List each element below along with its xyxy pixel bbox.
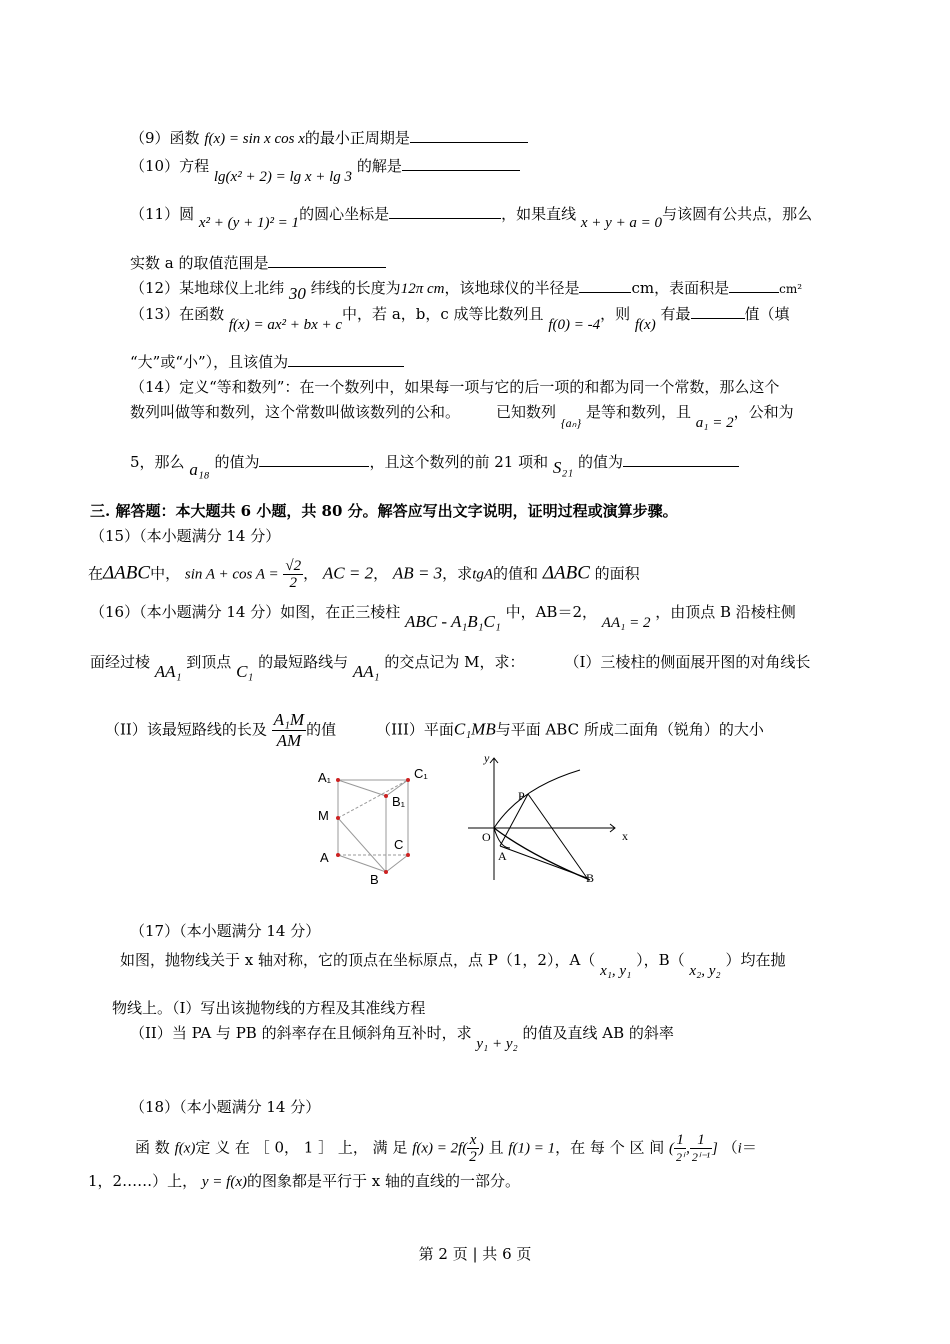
text: 的值及直线 AB 的斜率 [522, 1024, 674, 1042]
text: 的最短路线与 [258, 653, 349, 671]
math-expression: y = f(x) [201, 1174, 247, 1190]
question-14-line3 [130, 451, 739, 479]
text: 某地球仪上北纬 [179, 279, 285, 297]
text: ， [303, 564, 319, 583]
math-expression: ] [712, 1140, 718, 1157]
math-expression: a₁ = 2 [695, 415, 734, 431]
label-x: x [622, 829, 628, 843]
question-14 [130, 376, 779, 398]
math-expression: tgA [472, 566, 494, 583]
label-m: M [318, 808, 329, 823]
question-16-line3 [105, 710, 764, 751]
math-expression: AA₁ [352, 662, 380, 681]
math-expression: ( [669, 1140, 675, 1157]
text: 函 数 [135, 1138, 170, 1157]
math-expression: ) [478, 1140, 484, 1157]
math-expression: ΔABC [542, 562, 590, 584]
text: 的值为 [577, 453, 623, 471]
question-number: （10） [130, 157, 180, 175]
text: （16）（本小题满分 14 分）如图，在正三棱柱 [90, 603, 401, 621]
answer-blank[interactable] [579, 278, 631, 293]
question-number: （12） [130, 279, 180, 297]
fraction-numerator: √2 [285, 558, 302, 574]
math-expression: f(1) = 1 [508, 1140, 556, 1157]
text: “大”或“小”），且该值为 [130, 353, 289, 371]
fraction-numerator: A₁M [273, 710, 305, 729]
text: ， [373, 564, 389, 583]
math-expression: x² + (y + 1)² = 1 [198, 215, 300, 231]
fraction-denominator: AM [276, 731, 302, 750]
text: （III）平面 [376, 720, 454, 739]
math-expression: f(x) = ax² + bx + c [228, 317, 343, 333]
text: ，求 [442, 564, 473, 583]
fraction [272, 710, 306, 751]
point-c [406, 853, 410, 857]
question-number: （14） [130, 378, 180, 396]
text: 在函数 [179, 305, 225, 323]
text: 函数 [169, 129, 200, 147]
text: ，在 每 个 区 间 [555, 1138, 665, 1157]
label-c1: C₁ [414, 766, 428, 781]
page-footer: 第 2 页 | 共 6 页 [418, 1245, 532, 1263]
text: cm² [779, 282, 803, 296]
text: ）均在抛 [725, 951, 786, 969]
math-expression: f(x) [634, 317, 656, 333]
question-17 [120, 949, 786, 979]
point-a [336, 853, 340, 857]
question-15-head: （15）（本小题满分 14 分） [90, 527, 281, 545]
math-expression: C₁MB [453, 719, 496, 739]
math-expression: AA₁ [154, 662, 182, 681]
math-expression: x + y + a = 0 [580, 215, 663, 231]
text: 是等和数列，且 [585, 403, 691, 421]
math-expression: f(x) = 2f( [412, 1140, 468, 1157]
fraction [467, 1132, 479, 1165]
segment-ab [500, 846, 587, 878]
text: 到顶点 [186, 653, 232, 671]
math-expression: {aₙ} [560, 416, 582, 430]
math-expression: AA₁ = 2 [601, 615, 651, 631]
text: 的值和 [493, 564, 539, 583]
parabola-figure [460, 750, 640, 890]
math-expression: f(x) = sin x cos x [204, 131, 305, 147]
math-expression: 12π cm [400, 281, 445, 297]
text: 1，2……）上， [88, 1172, 198, 1190]
text: 5，那么 [130, 453, 185, 471]
answer-blank[interactable] [729, 278, 779, 293]
answer-blank[interactable] [389, 204, 501, 219]
text: ，公和为 [733, 403, 794, 421]
text: 的值为 [214, 453, 260, 471]
text: （ [722, 1138, 738, 1157]
question-18-line2 [88, 1170, 520, 1193]
text: 实数 a 的取值范围是 [130, 254, 269, 272]
text: 中， [150, 564, 181, 583]
section-heading: 三. 解答题：本大题共 6 小题，共 80 分。解答应写出文字说明，证明过程或演算步骤。 [90, 502, 678, 520]
question-17-head: （17）（本小题满分 14 分） [130, 922, 321, 940]
math-expression: 30 [288, 284, 306, 303]
math-expression: f(x) [174, 1140, 196, 1157]
label-a1: A₁ [318, 770, 332, 785]
question-14-line2 [130, 401, 794, 431]
question-number: （13） [130, 305, 180, 323]
label-b: B [370, 872, 379, 887]
text: ，由顶点 B 沿棱柱侧 [655, 603, 796, 621]
question-11-line2 [130, 252, 386, 274]
text: （I）三棱柱的侧面展开图的对角线长 [564, 653, 811, 671]
math-expression: a₁₈ [189, 460, 210, 479]
question-16-line2 [90, 651, 811, 681]
answer-blank[interactable] [410, 128, 528, 143]
text: 的圆心坐标是 [299, 205, 390, 223]
label-p: P [518, 789, 525, 803]
text: 与该圆有公共点，那么 [662, 205, 813, 223]
text: 中，AB＝2， [505, 603, 597, 621]
text: （II）该最短路线的长及 [105, 720, 267, 739]
question-13-line2 [130, 351, 404, 373]
fraction [283, 558, 303, 591]
math-expression: C₁ [236, 662, 254, 681]
fraction-numerator: 1 [674, 1132, 686, 1149]
math-expression: x₁, y₁ [600, 963, 632, 979]
question-12 [130, 277, 803, 303]
text: ），B（ [636, 951, 685, 969]
text: 数列叫做等和数列，这个常数叫做该数列的公和。 [130, 403, 461, 421]
text: 且 [488, 1138, 504, 1157]
edge-a1b1 [338, 780, 386, 796]
answer-blank[interactable] [691, 304, 745, 319]
text: 的最小正周期是 [304, 129, 410, 147]
text: 中，若 a，b，c 成等比数列且 [342, 305, 544, 323]
math-expression: f(0) = -4 [548, 317, 601, 333]
question-18 [135, 1132, 757, 1165]
fraction-denominator: 2ⁱ [676, 1150, 685, 1164]
prism-figure [310, 760, 445, 890]
parabola-curve [494, 770, 580, 848]
question-13 [130, 303, 790, 333]
question-17-line3 [130, 1022, 674, 1052]
math-expression: ABC - A₁B₁C₁ [405, 612, 501, 631]
text: （II）当 PA 与 PB 的斜率存在且倾斜角互补时，求 [130, 1024, 472, 1042]
fraction [690, 1132, 712, 1165]
text: ，如果直线 [501, 205, 577, 223]
text: 的面积 [594, 564, 640, 583]
text: 的值 [306, 720, 337, 739]
label-b: B [586, 871, 595, 885]
text: 在 [88, 564, 104, 583]
math-expression: AC = 2 [322, 563, 374, 583]
question-11 [130, 203, 813, 231]
math-expression: , [686, 1140, 690, 1157]
question-16 [90, 601, 796, 631]
text: ，则 [600, 305, 631, 323]
fraction-numerator: x [467, 1132, 479, 1149]
math-expression: S₂₁ [552, 458, 574, 477]
text: ，且这个数列的前 21 项和 [369, 453, 549, 471]
label-b1: B₁ [392, 794, 406, 809]
text: 定义“等和数列”：在一个数列中，如果每一项与它的后一项的和都为同一个常数，那么这个 [179, 378, 780, 396]
math-expression: y₁ + y₂ [476, 1036, 518, 1052]
text: 与平面 ABC 所成二面角（锐角）的大小 [495, 720, 764, 739]
point-a1 [336, 778, 340, 782]
edge-bc [386, 855, 408, 872]
label-c: C [394, 837, 404, 852]
fraction-denominator: 2 [469, 1149, 477, 1165]
math-expression: lg(x² + 2) = lg x + lg 3 [213, 169, 353, 185]
fraction-denominator: 2ⁱ⁻¹ [691, 1150, 710, 1164]
text: cm，表面积是 [631, 279, 730, 297]
text: 的交点记为 M，求： [384, 653, 525, 671]
question-9 [130, 127, 528, 150]
question-18-head: （18）（本小题满分 14 分） [130, 1098, 321, 1116]
text: 面经过棱 [90, 653, 151, 671]
text: 有最 [660, 305, 691, 323]
fraction [674, 1132, 686, 1165]
text: 已知数列 [496, 403, 557, 421]
answer-blank[interactable] [268, 253, 386, 268]
math-expression: i [737, 1140, 742, 1157]
fraction-numerator: 1 [690, 1132, 712, 1149]
point-c1 [406, 778, 410, 782]
question-number: （11） [130, 205, 180, 223]
math-expression: AB = 3 [392, 563, 443, 583]
label-o: O [482, 830, 491, 844]
point-m [336, 816, 340, 820]
text: 如图，抛物线关于 x 轴对称，它的顶点在坐标原点，点 P（1，2），A（ [120, 951, 596, 969]
label-a: A [320, 850, 329, 865]
text: 值（填 [744, 305, 790, 323]
point-b1 [384, 794, 388, 798]
answer-blank[interactable] [259, 452, 369, 467]
label-a: A [498, 849, 507, 863]
answer-blank[interactable] [402, 156, 520, 171]
text: ，该地球仪的半径是 [444, 279, 580, 297]
point-b [384, 870, 388, 874]
math-expression: sin A + cos A = [184, 566, 279, 583]
fraction-denominator: 2 [289, 575, 297, 591]
question-17-line2: 物线上。（I）写出该抛物线的方程及其准线方程 [112, 999, 426, 1017]
answer-blank[interactable] [623, 452, 739, 467]
text: 的解是 [356, 157, 402, 175]
text: 的图象都是平行于 x 轴的直线的一部分。 [246, 1172, 520, 1190]
text: 方程 [179, 157, 210, 175]
text: 圆 [179, 205, 195, 223]
math-expression: ΔABC [103, 562, 151, 584]
parabola-curve-lower [494, 828, 590, 880]
question-number: （9） [130, 129, 170, 147]
question-10 [130, 155, 520, 185]
answer-blank[interactable] [288, 352, 404, 367]
label-y: y [484, 751, 490, 765]
text: ＝ [741, 1138, 757, 1157]
question-15 [88, 558, 640, 591]
text: 纬线的长度为 [310, 279, 401, 297]
text: 定 义 在 ［ 0， 1 ］ 上， 满 足 [195, 1138, 408, 1157]
math-expression: x₂, y₂ [689, 963, 721, 979]
